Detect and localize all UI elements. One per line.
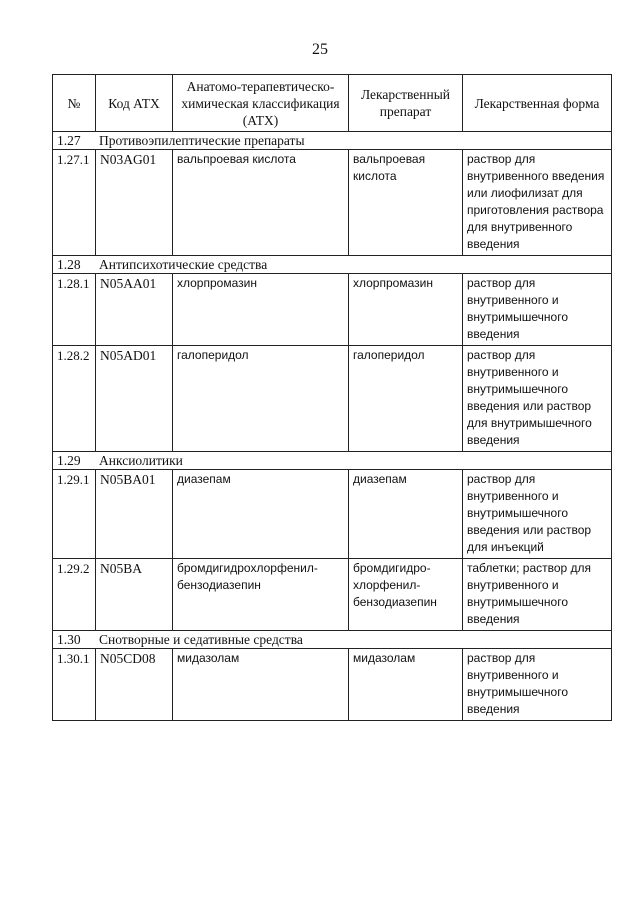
drug-cell: мидазолам bbox=[349, 649, 463, 721]
section-title: Противоэпилептические препараты bbox=[99, 133, 305, 148]
section-number: 1.29 bbox=[57, 453, 81, 468]
classification-cell: хлорпромазин bbox=[173, 274, 349, 346]
drug-cell: бромдигидро-хлорфенил-бензодиазепин bbox=[349, 559, 463, 631]
header-atc-code: Код АТХ bbox=[96, 75, 173, 132]
section-title: Антипсихотические средства bbox=[99, 257, 268, 272]
header-drug: Лекарственный препарат bbox=[349, 75, 463, 132]
drug-table bbox=[52, 74, 612, 721]
atc-code: N05BA01 bbox=[96, 470, 173, 559]
drug-cell: хлорпромазин bbox=[349, 274, 463, 346]
table-header-row bbox=[53, 75, 612, 132]
section-number: 1.27 bbox=[57, 133, 81, 148]
drug-cell: галоперидол bbox=[349, 346, 463, 452]
atc-code: N05CD08 bbox=[96, 649, 173, 721]
classification-cell: вальпроевая кислота bbox=[173, 150, 349, 256]
drug-cell: вальпроевая кислота bbox=[349, 150, 463, 256]
section-cell bbox=[53, 256, 612, 274]
section-row bbox=[53, 452, 612, 470]
form-cell: раствор для внутривенного и внутримышечного введения bbox=[463, 274, 612, 346]
form-cell: раствор для внутривенного и внутримышечного введения bbox=[463, 649, 612, 721]
table-row bbox=[53, 559, 612, 631]
row-number: 1.27.1 bbox=[53, 150, 96, 256]
atc-code: N05AA01 bbox=[96, 274, 173, 346]
classification-cell: мидазолам bbox=[173, 649, 349, 721]
atc-code: N05AD01 bbox=[96, 346, 173, 452]
header-classification: Анатомо-терапевтическо-химическая классификация (АТХ) bbox=[173, 75, 349, 132]
form-cell: раствор для внутривенного введения или лиофилизат для приготовления раствора для внутривенного введения bbox=[463, 150, 612, 256]
table-row bbox=[53, 470, 612, 559]
section-cell bbox=[53, 452, 612, 470]
section-row bbox=[53, 132, 612, 150]
section-number: 1.30 bbox=[57, 632, 81, 647]
section-title: Анксиолитики bbox=[99, 453, 183, 468]
atc-code: N05BA bbox=[96, 559, 173, 631]
atc-code: N03AG01 bbox=[96, 150, 173, 256]
row-number: 1.28.1 bbox=[53, 274, 96, 346]
classification-cell: диазепам bbox=[173, 470, 349, 559]
row-number: 1.28.2 bbox=[53, 346, 96, 452]
table-row bbox=[53, 150, 612, 256]
section-cell bbox=[53, 631, 612, 649]
section-row bbox=[53, 256, 612, 274]
form-cell: таблетки; раствор для внутривенного и внутримышечного введения bbox=[463, 559, 612, 631]
table-row bbox=[53, 649, 612, 721]
classification-cell: галоперидол bbox=[173, 346, 349, 452]
section-row bbox=[53, 631, 612, 649]
row-number: 1.29.1 bbox=[53, 470, 96, 559]
row-number: 1.29.2 bbox=[53, 559, 96, 631]
classification-cell: бромдигидрохлорфенил-бензодиазепин bbox=[173, 559, 349, 631]
header-num: № bbox=[53, 75, 96, 132]
header-form: Лекарственная форма bbox=[463, 75, 612, 132]
page-number: 25 bbox=[312, 41, 328, 58]
drug-cell: диазепам bbox=[349, 470, 463, 559]
form-cell: раствор для внутривенного и внутримышечного введения или раствор для внутримышечного введения bbox=[463, 346, 612, 452]
table-row bbox=[53, 274, 612, 346]
section-title: Снотворные и седативные средства bbox=[99, 632, 303, 647]
section-cell bbox=[53, 132, 612, 150]
table-row bbox=[53, 346, 612, 452]
section-number: 1.28 bbox=[57, 257, 81, 272]
row-number: 1.30.1 bbox=[53, 649, 96, 721]
form-cell: раствор для внутривенного и внутримышечного введения или раствор для инъекций bbox=[463, 470, 612, 559]
